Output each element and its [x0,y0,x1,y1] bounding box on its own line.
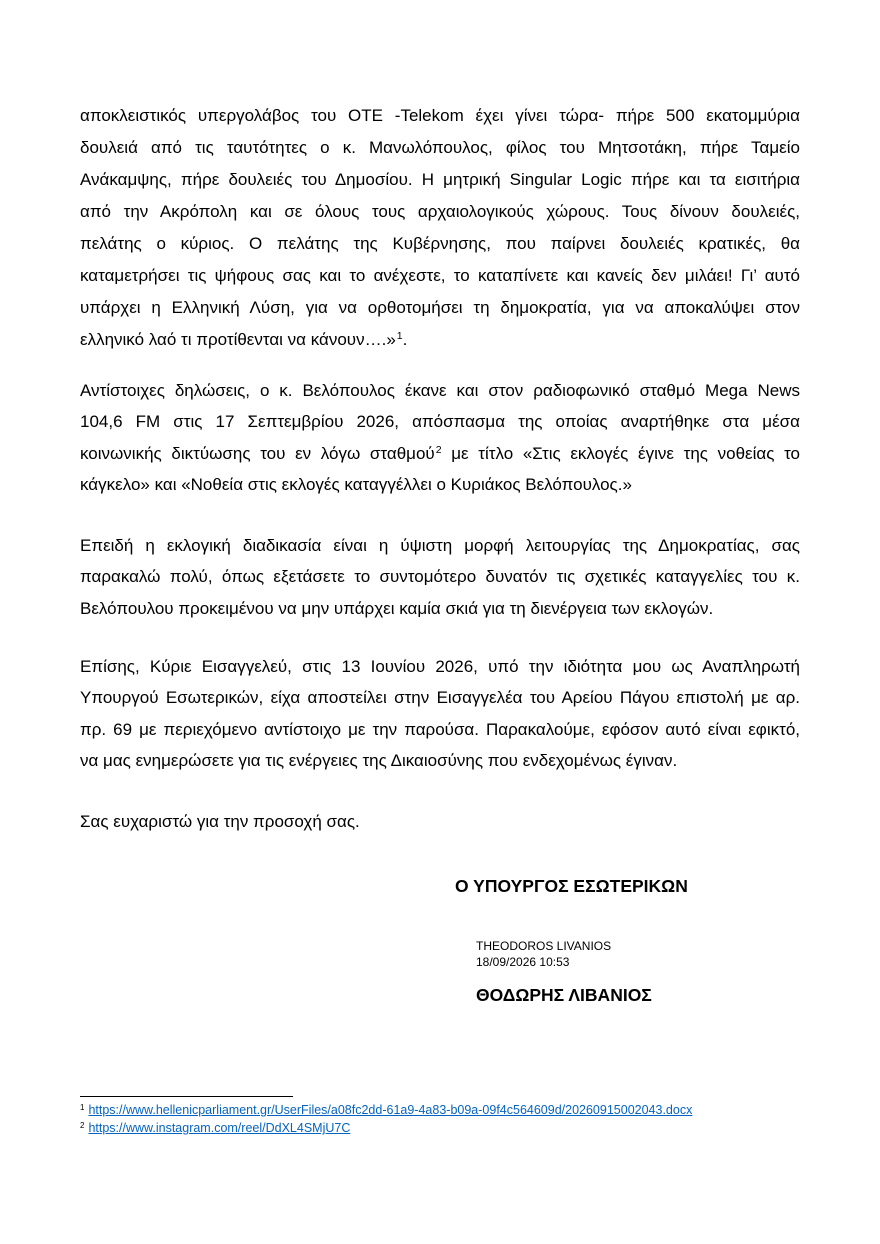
body-line: από την Ακρόπολη και σε όλους τους αρχαιολογικούς χώρους. Τους δίνουν δουλειές, [80,202,800,221]
body-line: Επειδή η εκλογική διαδικασία είναι η ύψιστη μορφή λειτουργίας της Δημοκρατίας, σας [80,536,800,555]
body-line: Επίσης, Κύριε Εισαγγελεύ, στις 13 Ιουνίου 2026, υπό την ιδιότητα μου ως Αναπληρωτή [80,657,800,676]
body-line: δουλειά από τις ταυτότητες ο κ. Μανωλόπουλος, φίλος του Μητσοτάκη, πήρε Ταμείο [80,138,800,157]
signature-title: Ο ΥΠΟΥΡΓΟΣ ΕΣΩΤΕΡΙΚΩΝ [455,876,688,896]
closing-paragraph [80,806,800,837]
footnote-link[interactable]: https://www.instagram.com/reel/DdXL4SMjU7C [88,1121,351,1135]
body-line: πελάτης ο κύριος. Ο πελάτης της Κυβέρνησης, που παίρνει δουλειές κρατικές, θα [80,234,800,253]
paragraph-1 [80,100,800,356]
body-text: κοινωνικής δικτύωσης του εν λόγω σταθμού [80,443,435,463]
body-line: υπάρχει η Ελληνική Λύση, για να ορθοτομήσει τη δημοκρατία, για να αποκαλύψει στον [80,298,800,317]
body-line [80,324,800,356]
footnote-separator [80,1096,293,1097]
footnote-1 [80,1102,692,1120]
body-text: ελληνικό λαό τι προτίθενται να κάνουν….» [80,330,396,349]
body-line: καταμετρήσει τις ψήφους σας και το ανέχεστε, το καταπίνετε και κανείς δεν μιλάει! Γι’ αυτό [80,266,800,285]
body-line: Υπουργού Εσωτερικών, είχα αποστείλει στην Εισαγγελέα του Αρείου Πάγου επιστολή με αρ. [80,688,800,708]
paragraph-2 [80,375,800,500]
footnote-link[interactable]: https://www.hellenicparliament.gr/UserFiles/a08fc2dd-61a9-4a83-b09a-09f4c564609d/20260915002043.docx [88,1103,693,1117]
body-line: Σας ευχαριστώ για την προσοχή σας. [80,812,360,831]
body-line: πρ. 69 με περιεχόμενο αντίστοιχο με την παρούσα. Παρακαλούμε, εφόσον αυτό είναι εφικτό, [80,719,800,739]
body-line: 104,6 FM στις 17 Σεπτεμβρίου 2026, απόσπασμα της οποίας αναρτήθηκε στα μέσα [80,412,800,432]
footnote-mark: 2 [80,1121,85,1130]
digital-signature-timestamp: 18/09/2026 10:53 [476,955,570,969]
footnote-mark: 1 [80,1103,85,1112]
paragraph-3 [80,530,800,624]
body-text: . [402,330,408,349]
body-line: Βελόπουλου προκειμένου να μην υπάρχει καμία σκιά για τη διενέργεια των εκλογών. [80,598,714,618]
body-line: να μας ενημερώσετε για τις ενέργειες της Δικαιοσύνης που ενδεχομένως έγιναν. [80,750,678,770]
footnote-ref-1: 1 [396,330,403,343]
body-line: Ανάκαμψης, πήρε δουλειές του Δημοσίου. Η μητρική Singular Logic πήρε και τα εισιτήρια [80,170,800,189]
paragraph-4 [80,651,800,776]
digital-signature-signer: THEODOROS LIVANIOS [476,939,612,953]
signatory-name: ΘΟΔΩΡΗΣ ΛΙΒΑΝΙΟΣ [476,985,652,1005]
body-line: αποκλειστικός υπεργολάβος του ΟΤΕ -Telekom έχει γίνει τώρα- πήρε 500 εκατομμύρια [80,106,800,125]
footnote-ref-2: 2 [435,443,442,456]
body-text: με τίτλο «Στις εκλογές έγινε της νοθείας το [441,443,800,463]
footnote-2 [80,1120,350,1138]
body-line [80,438,800,469]
body-line: παρακαλώ πολύ, όπως εξετάσετε το συντομότερο δυνατόν τις σχετικές καταγγελίες του κ. [80,567,800,587]
body-line: Αντίστοιχες δηλώσεις, ο κ. Βελόπουλος έκανε και στον ραδιοφωνικό σταθμό Mega News [80,381,800,400]
body-line: κάγκελο» και «Νοθεία στις εκλογές καταγγέλλει ο Κυριάκος Βελόπουλος.» [80,474,632,494]
